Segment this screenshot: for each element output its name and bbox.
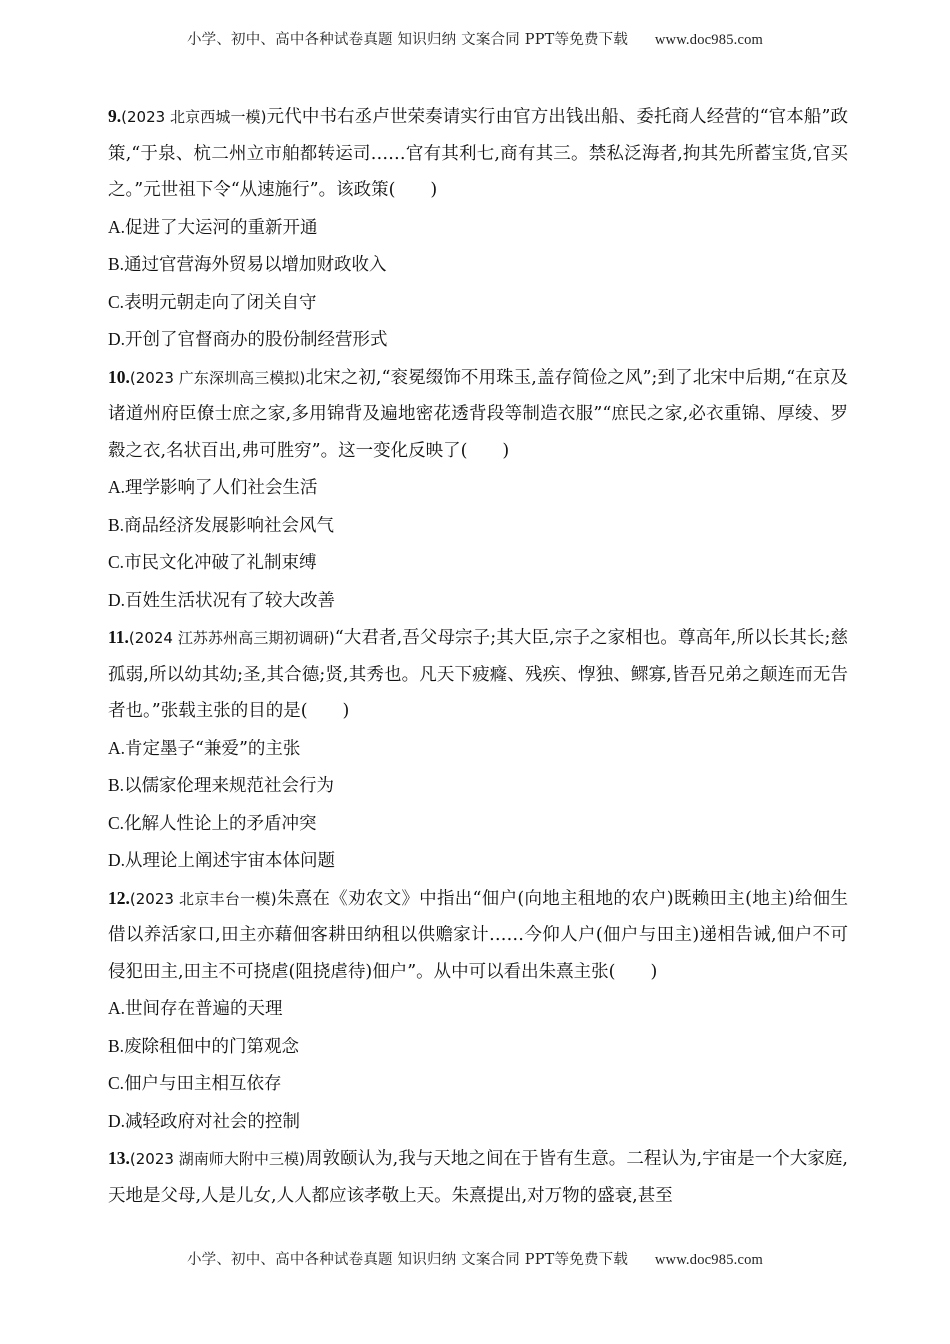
header-url: www.doc985.com: [654, 32, 764, 48]
option-letter: C.: [108, 552, 125, 572]
question-text: “大君者,吾父母宗子;其大臣,宗子之家相也。尊高年,所以长其长;慈孤弱,所以幼其幼;圣,其合德;贤,其秀也。凡天下疲癃、残疾、惸独、鳏寡,皆吾兄弟之颠连而无告者也。”张载主张的目的是( ): [108, 628, 848, 721]
option-a: [108, 469, 848, 507]
option-letter: B.: [108, 775, 125, 795]
option-d: [108, 1103, 848, 1141]
question-stem: [108, 98, 848, 209]
option-text: 市民文化冲破了礼制束缚: [124, 553, 317, 573]
option-d: [108, 842, 848, 880]
option-b: [108, 246, 848, 284]
option-text: 通过官营海外贸易以增加财政收入: [124, 255, 387, 275]
option-text: 肯定墨子“兼爱”的主张: [125, 738, 301, 759]
option-text: 减轻政府对社会的控制: [125, 1111, 301, 1132]
option-text: 促进了大运河的重新开通: [125, 217, 318, 238]
question-stem: [108, 619, 848, 730]
option-text: 表明元朝走向了闭关自守: [124, 292, 317, 313]
question-source: (2023 广东深圳高三模拟): [129, 368, 306, 387]
question-text: 朱熹在《劝农文》中指出“佃户(向地主租地的农户)既赖田主(地主)给佃生借以养活家口,田主亦藉佃客耕田纳租以供赡家计……今仰人户(佃户与田主)递相告诫,佃户不可侵犯田主,田主不可挠虐(阻挠虐待)佃户”。从中可以看出朱熹主张( ): [108, 888, 848, 982]
option-text: 商品经济发展影响社会风气: [124, 515, 335, 536]
question-text: 北宋之初,“衮冕缀饰不用珠玉,盖存简俭之风”;到了北宋中后期,“在京及诸道州府臣僚士庶之家,多用锦背及遍地密花透背段等制造衣服”“庶民之家,必衣重锦、厚绫、罗縠之衣,名状百出,弗可胜穷”。这一变化反映了( ): [108, 367, 849, 461]
document-body: [108, 98, 848, 1214]
question-source: (2023 北京丰台一模): [129, 889, 277, 908]
question-stem: [108, 880, 848, 991]
option-c: [108, 284, 848, 322]
page-footer: [0, 1248, 950, 1269]
option-letter: A.: [108, 216, 126, 237]
option-letter: C.: [108, 291, 125, 312]
question-stem: [108, 359, 848, 470]
option-letter: A.: [108, 477, 126, 497]
question-11: [108, 619, 848, 880]
option-text: 从理论上阐述宇宙本体问题: [125, 851, 336, 871]
question-number: 11.: [108, 627, 129, 647]
page-header: [0, 28, 950, 49]
question-13: [108, 1140, 848, 1214]
question-source: (2023 北京西城一模): [121, 108, 267, 126]
option-letter: A.: [108, 737, 126, 758]
option-text: 世间存在普遍的天理: [125, 999, 283, 1019]
header-text: 小学、初中、高中各种试卷真题 知识归纳 文案合同 PPT等免费下载: [186, 32, 629, 48]
option-text: 理学影响了人们社会生活: [125, 478, 318, 498]
option-letter: D.: [108, 1110, 126, 1131]
option-text: 化解人性论上的矛盾冲突: [124, 813, 317, 834]
option-letter: C.: [108, 1073, 125, 1093]
option-c: [108, 1065, 848, 1103]
footer-text: 小学、初中、高中各种试卷真题 知识归纳 文案合同 PPT等免费下载: [186, 1252, 629, 1268]
footer-url: www.doc985.com: [654, 1252, 764, 1268]
option-text: 百姓生活状况有了较大改善: [125, 590, 336, 611]
option-c: [108, 544, 848, 582]
option-letter: D.: [108, 329, 126, 349]
option-b: [108, 767, 848, 805]
option-b: [108, 1028, 848, 1066]
option-letter: C.: [108, 812, 125, 833]
option-text: 废除租佃中的门第观念: [124, 1036, 300, 1057]
option-letter: A.: [108, 998, 126, 1018]
question-source: (2024 江苏苏州高三期初调研): [128, 629, 335, 647]
option-a: [108, 730, 848, 768]
option-text: 以儒家伦理来规范社会行为: [124, 776, 335, 796]
question-10: [108, 359, 848, 620]
option-b: [108, 507, 848, 545]
option-d: [108, 582, 848, 620]
option-letter: B.: [108, 254, 125, 274]
option-letter: B.: [108, 514, 125, 535]
option-text: 佃户与田主相互依存: [124, 1074, 282, 1094]
option-a: [108, 209, 848, 247]
question-12: [108, 880, 848, 1141]
question-number: 10.: [108, 366, 130, 387]
question-text: 周敦颐认为,我与天地之间在于皆有生意。二程认为,宇宙是一个大家庭,天地是父母,人是儿女,人人都应该孝敬上天。朱熹提出,对万物的盛衰,甚至: [108, 1149, 848, 1206]
question-9: [108, 98, 848, 359]
option-letter: D.: [108, 850, 126, 870]
option-c: [108, 805, 848, 843]
option-text: 开创了官督商办的股份制经营形式: [125, 330, 388, 350]
option-a: [108, 990, 848, 1028]
option-d: [108, 321, 848, 359]
question-number: 9.: [108, 106, 122, 126]
option-letter: B.: [108, 1035, 125, 1056]
question-number: 12.: [108, 887, 130, 908]
question-stem: [108, 1140, 848, 1214]
question-number: 13.: [108, 1148, 130, 1168]
option-letter: D.: [108, 589, 126, 610]
question-source: (2023 湖南师大附中三模): [129, 1150, 305, 1168]
question-text: 元代中书右丞卢世荣奏请实行由官方出钱出船、委托商人经营的“官本船”政策,“于泉、杭二州立市舶都转运司……官有其利七,商有其三。禁私泛海者,拘其先所蓄宝货,官买之。”元世祖下令“从速施行”。该政策( ): [108, 107, 848, 200]
